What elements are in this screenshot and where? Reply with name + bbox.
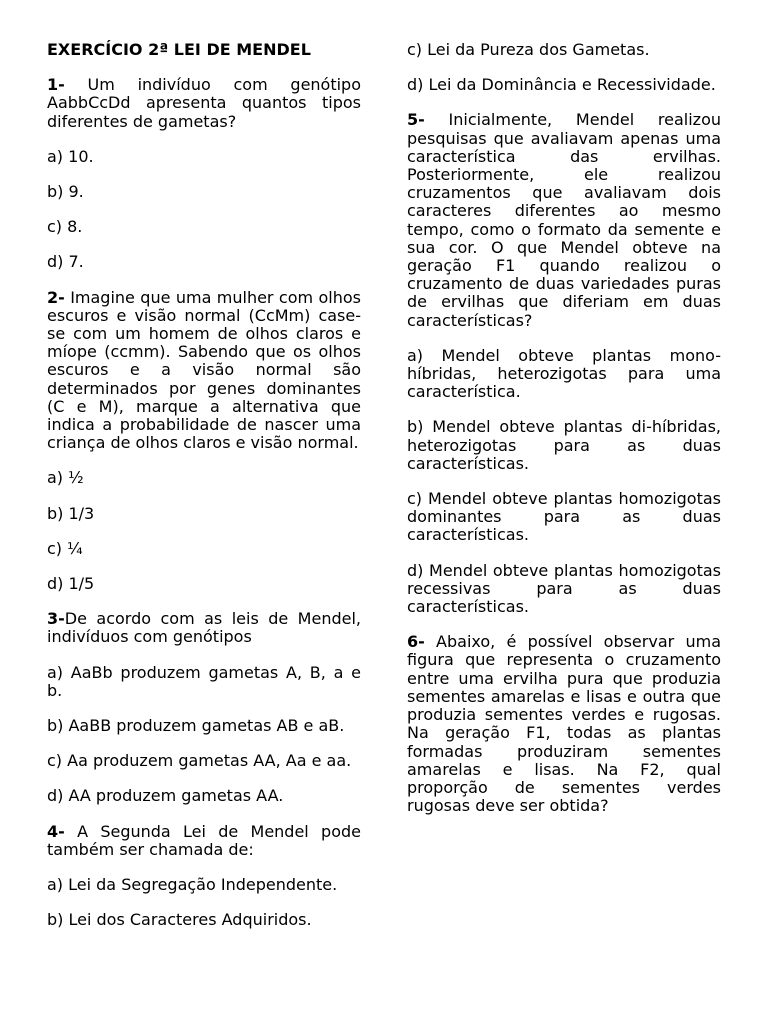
question-number: 2- — [47, 287, 65, 307]
answer-option: b) 1/3 — [47, 503, 95, 523]
question-2-stem — [47, 289, 361, 453]
question-text: Imagine que uma mulher com olhos escuros e visão normal (CcMm) case-se com um homem de olhos claros e míope (ccmm). Sabendo que os olhos escuros e a visão normal são determinados por genes dominantes (C e M), marque a alternativa que indica a probabilidade de nascer uma criança de olhos claros e visão normal. — [47, 287, 361, 453]
answer-option: b) 9. — [47, 182, 84, 202]
question-number: 3- — [47, 609, 65, 629]
answer-option: a) AaBb produzem gametas A, B, a e b. — [47, 662, 361, 700]
question-number: 4- — [47, 821, 65, 841]
question-5-stem — [407, 111, 721, 329]
answer-option: b) Mendel obteve plantas di-híbridas, heterozigotas para as duas características. — [407, 417, 721, 473]
page-title: EXERCÍCIO 2ª LEI DE MENDEL — [47, 40, 311, 59]
answer-option: c) ¼ — [47, 538, 83, 558]
question-3-stem — [47, 610, 361, 646]
answer-option: a) Mendel obteve plantas mono-híbridas, heterozigotas para uma característica. — [407, 345, 721, 402]
question-4-stem — [47, 823, 361, 859]
question-6-stem — [407, 633, 721, 815]
question-number: 6- — [407, 632, 425, 652]
question-text: De acordo com as leis de Mendel, indivíduos com genótipos — [47, 609, 361, 647]
question-text: Inicialmente, Mendel realizou pesquisas que avaliavam apenas uma característica das ervilhas. Posteriormente, ele realizou cruzamentos que avaliavam dois caracteres diferentes ao mesmo tempo, como o formato da semente e sua cor. O que Mendel obteve na geração F1 quando realizou o cruzamento de duas variedades puras de ervilhas que diferiam em duas características? — [407, 110, 721, 330]
answer-option: c) 8. — [47, 217, 83, 237]
answer-option: d) AA produzem gametas AA. — [47, 786, 284, 806]
right-column — [407, 41, 721, 832]
question-text: Um indivíduo com genótipo AabbCcDd apresenta quantos tipos diferentes de gametas? — [47, 75, 361, 131]
answer-option: c) Aa produzem gametas AA, Aa e aa. — [47, 751, 352, 771]
answer-option: a) 10. — [47, 146, 94, 166]
question-number: 5- — [407, 110, 425, 130]
answer-option: a) Lei da Segregação Independente. — [47, 875, 338, 895]
answer-option: b) Lei dos Caracteres Adquiridos. — [47, 910, 312, 930]
answer-option: d) 1/5 — [47, 574, 95, 594]
answer-option: c) Lei da Pureza dos Gametas. — [407, 40, 650, 59]
answer-option: d) 7. — [47, 252, 84, 272]
answer-option: d) Mendel obteve plantas homozigotas recessivas para as duas características. — [407, 560, 721, 617]
left-column — [47, 41, 361, 947]
question-text: A Segunda Lei de Mendel pode também ser chamada de: — [47, 821, 361, 859]
answer-option: b) AaBB produzem gametas AB e aB. — [47, 716, 345, 736]
question-text: Abaixo, é possível observar uma figura que representa o cruzamento entre uma ervilha pura que produzia sementes amarelas e lisas e outra que produzia sementes verdes e rugosas. Na geração F1, todas as plantas formadas produziram sementes amarelas e lisas. Na F2, qual proporção de sementes verdes rugosas deve ser obtida? — [407, 632, 721, 816]
answer-option: c) Mendel obteve plantas homozigotas dominantes para as duas características. — [407, 489, 721, 545]
answer-option: d) Lei da Dominância e Recessividade. — [407, 75, 716, 95]
answer-option: a) ½ — [47, 468, 84, 488]
question-1-stem — [47, 76, 361, 131]
question-number: 1- — [47, 75, 65, 95]
